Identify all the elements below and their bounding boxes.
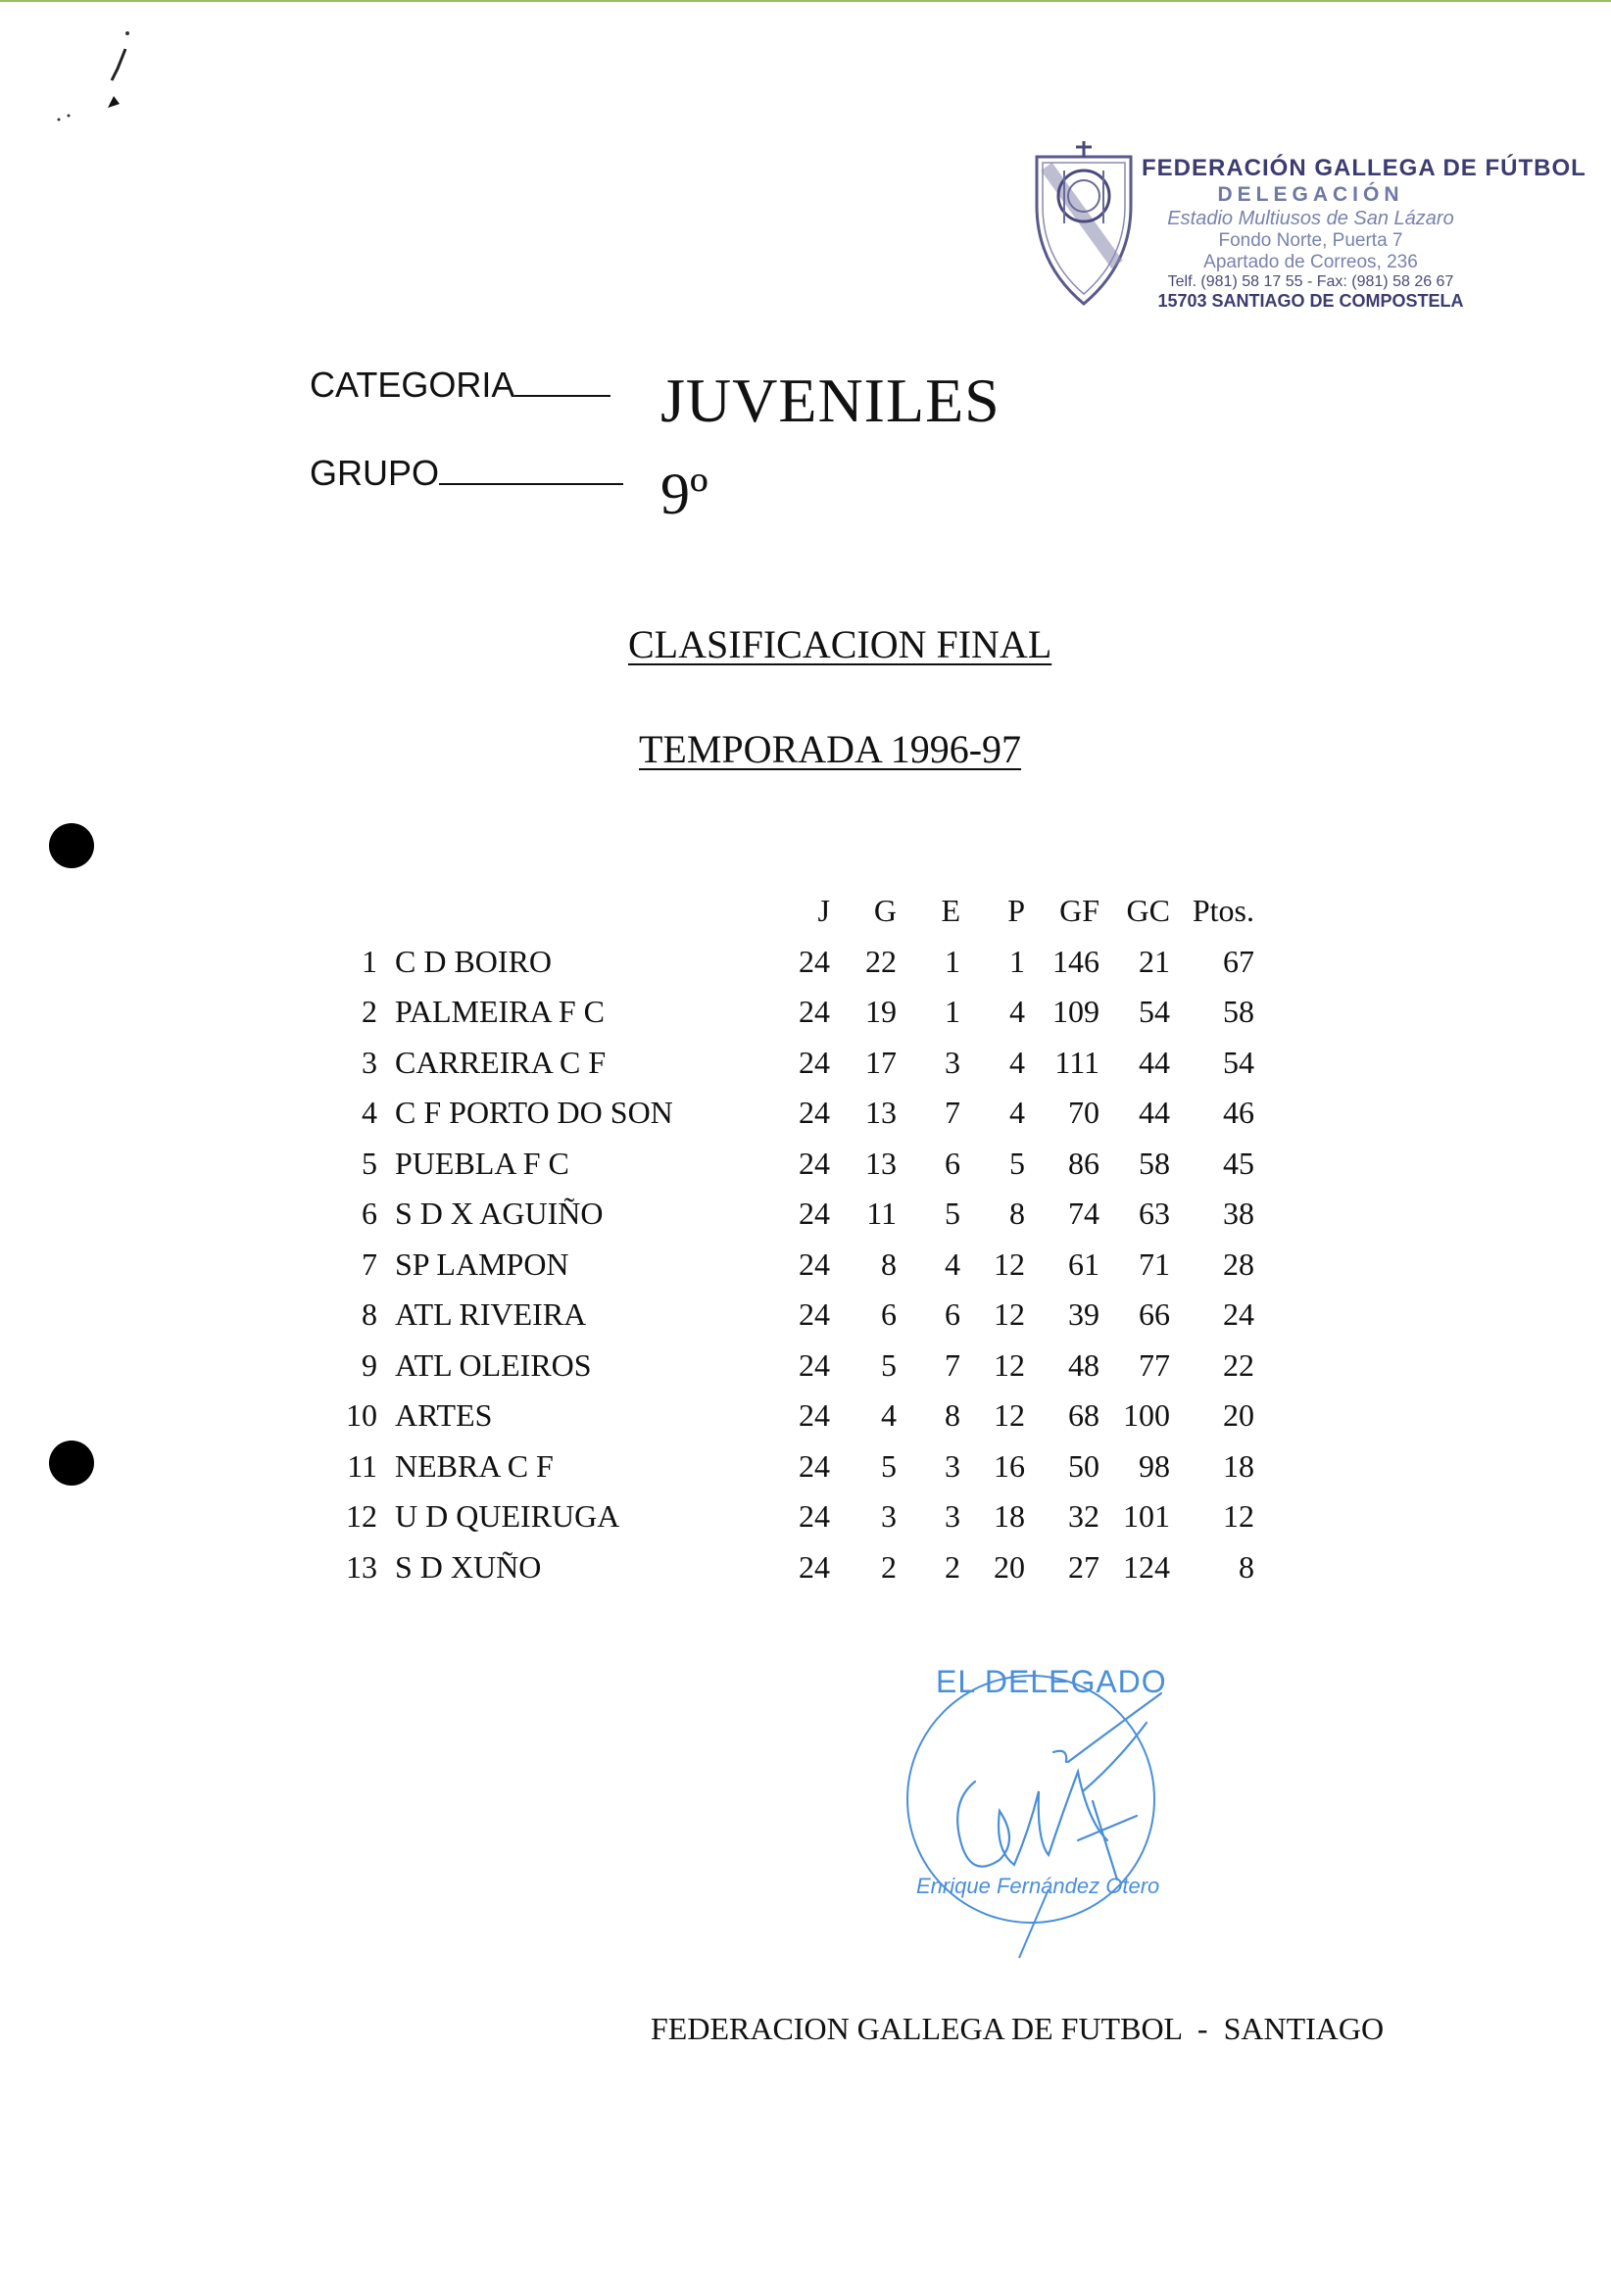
categoria-value: JUVENILES — [660, 366, 1001, 435]
punch-hole-bottom — [49, 1441, 94, 1486]
grupo-label — [310, 453, 623, 494]
cell-e: 1 — [945, 943, 960, 979]
cell-e: 3 — [945, 1044, 960, 1080]
cell-pos: 1 — [362, 943, 377, 979]
table-row — [333, 937, 1254, 988]
cell-g: 13 — [865, 1095, 897, 1131]
top-edge-line — [0, 0, 1611, 2]
cell-gf: 70 — [1068, 1095, 1099, 1131]
cell-team: CARREIRA C F — [395, 1044, 607, 1080]
cell-gf: 32 — [1068, 1498, 1099, 1535]
cell-j: 24 — [799, 1296, 830, 1333]
cell-g: 6 — [881, 1296, 897, 1333]
cell-team: PALMEIRA F C — [395, 994, 605, 1030]
cell-j: 24 — [799, 1196, 830, 1232]
cell-e: 2 — [945, 1548, 960, 1585]
cell-team: U D QUEIRUGA — [395, 1498, 620, 1535]
cell-gf: 109 — [1052, 994, 1099, 1030]
signature-name: Enrique Fernández Otero — [916, 1874, 1160, 1898]
cell-pts: 20 — [1223, 1397, 1254, 1434]
cell-gc: 44 — [1139, 1044, 1170, 1080]
cell-gf: 146 — [1052, 943, 1099, 979]
footer-text: FEDERACION GALLEGA DE FUTBOL - SANTIAGO — [651, 2011, 1385, 2046]
cell-e: 1 — [945, 994, 960, 1030]
cell-e: 3 — [945, 1447, 960, 1484]
cell-e: 7 — [945, 1095, 960, 1131]
header-e: E — [941, 893, 960, 929]
table-row — [333, 1189, 1254, 1240]
grupo-value: 9º — [660, 462, 708, 526]
cell-e: 4 — [945, 1246, 960, 1282]
header-gf: GF — [1059, 893, 1099, 929]
cell-p: 1 — [1009, 943, 1025, 979]
cell-p: 20 — [994, 1548, 1025, 1585]
table-row — [333, 1038, 1254, 1089]
cell-team: ARTES — [395, 1397, 493, 1434]
cell-p: 12 — [994, 1246, 1025, 1282]
cell-gf: 86 — [1068, 1145, 1099, 1181]
cell-gc: 66 — [1139, 1296, 1170, 1333]
cell-pos: 2 — [362, 994, 377, 1030]
cell-j: 24 — [799, 1548, 830, 1585]
cell-e: 3 — [945, 1498, 960, 1535]
table-row — [333, 1491, 1254, 1542]
cell-p: 4 — [1009, 994, 1025, 1030]
federation-stamp — [1029, 137, 1587, 343]
cell-gc: 21 — [1139, 943, 1170, 979]
cell-gc: 98 — [1139, 1447, 1170, 1484]
cell-e: 6 — [945, 1145, 960, 1181]
stamp-line-2: DELEGACIÓN — [1217, 183, 1404, 206]
cell-p: 8 — [1009, 1196, 1025, 1232]
cell-pts: 45 — [1223, 1145, 1254, 1181]
standings-body — [333, 937, 1254, 1593]
table-row — [333, 1088, 1254, 1139]
cell-team: ATL OLEIROS — [395, 1346, 592, 1383]
cell-g: 19 — [865, 994, 897, 1030]
cell-team: ATL RIVEIRA — [395, 1296, 587, 1333]
cell-pos: 7 — [362, 1246, 377, 1282]
cell-g: 4 — [881, 1397, 897, 1434]
header-g: G — [873, 893, 897, 929]
stamp-line-6: Telf. (981) 58 17 55 - Fax: (981) 58 26 67 — [1167, 273, 1454, 290]
cell-team: C F PORTO DO SON — [395, 1095, 673, 1131]
cell-pts: 8 — [1239, 1548, 1254, 1585]
cell-pos: 10 — [346, 1397, 377, 1434]
stamp-line-1: FEDERACIÓN GALLEGA DE FÚTBOL — [1142, 155, 1587, 181]
cell-gf: 68 — [1068, 1397, 1099, 1434]
cell-gf: 48 — [1068, 1346, 1099, 1383]
cell-p: 12 — [994, 1296, 1025, 1333]
cell-p: 18 — [994, 1498, 1025, 1535]
cell-pts: 28 — [1223, 1246, 1254, 1282]
categoria-label — [310, 365, 610, 406]
cell-pts: 58 — [1223, 994, 1254, 1030]
cell-pos: 3 — [362, 1044, 377, 1080]
categoria-rule — [514, 394, 610, 397]
cell-e: 6 — [945, 1296, 960, 1333]
cell-j: 24 — [799, 1498, 830, 1535]
scan-speck-mark — [49, 20, 137, 127]
cell-pts: 38 — [1223, 1196, 1254, 1232]
cell-team: PUEBLA F C — [395, 1145, 569, 1181]
stamp-line-4: Fondo Norte, Puerta 7 — [1218, 230, 1403, 251]
cell-j: 24 — [799, 1246, 830, 1282]
table-row — [333, 1240, 1254, 1291]
cell-p: 4 — [1009, 1044, 1025, 1080]
signature-tail-stroke — [1019, 1889, 1049, 1958]
signature-stamp — [882, 1654, 1215, 1987]
cell-gf: 27 — [1068, 1548, 1099, 1585]
cell-g: 8 — [881, 1246, 897, 1282]
cell-gf: 39 — [1068, 1296, 1099, 1333]
cell-j: 24 — [799, 1044, 830, 1080]
cell-gc: 71 — [1139, 1246, 1170, 1282]
grupo-label-text: GRUPO — [310, 453, 440, 493]
cell-gc: 77 — [1139, 1346, 1170, 1383]
cell-j: 24 — [799, 1397, 830, 1434]
header-pos — [333, 886, 377, 937]
cell-pts: 46 — [1223, 1095, 1254, 1131]
header-j: J — [817, 893, 830, 929]
table-row — [333, 1542, 1254, 1593]
grupo-rule — [439, 482, 623, 485]
cell-pos: 9 — [362, 1346, 377, 1383]
cell-gf: 74 — [1068, 1196, 1099, 1232]
cell-gc: 100 — [1123, 1397, 1170, 1434]
page-title: CLASIFICACION FINAL — [628, 622, 1052, 666]
cell-gc: 44 — [1139, 1095, 1170, 1131]
cell-gf: 50 — [1068, 1447, 1099, 1484]
categoria-label-text: CATEGORIA — [310, 365, 515, 405]
standings-table — [333, 886, 1254, 1592]
cell-pos: 6 — [362, 1196, 377, 1232]
cell-pos: 8 — [362, 1296, 377, 1333]
cell-team: C D BOIRO — [395, 943, 553, 979]
cell-j: 24 — [799, 943, 830, 979]
cell-pos: 13 — [346, 1548, 377, 1585]
cell-pos: 5 — [362, 1145, 377, 1181]
cell-g: 22 — [865, 943, 897, 979]
season-heading: TEMPORADA 1996-97 — [639, 727, 1022, 771]
cell-gc: 124 — [1123, 1548, 1170, 1585]
cell-g: 3 — [881, 1498, 897, 1535]
cell-pts: 54 — [1223, 1044, 1254, 1080]
cell-gc: 54 — [1139, 994, 1170, 1030]
cell-pts: 24 — [1223, 1296, 1254, 1333]
cell-team: SP LAMPON — [395, 1246, 569, 1282]
table-row — [333, 1341, 1254, 1392]
cell-team: NEBRA C F — [395, 1447, 554, 1484]
cell-team: S D XUÑO — [395, 1548, 542, 1585]
cell-j: 24 — [799, 994, 830, 1030]
table-row — [333, 1139, 1254, 1190]
cell-g: 5 — [881, 1346, 897, 1383]
cell-j: 24 — [799, 1346, 830, 1383]
cell-g: 13 — [865, 1145, 897, 1181]
cell-e: 7 — [945, 1346, 960, 1383]
cell-gc: 63 — [1139, 1196, 1170, 1232]
cell-pos: 11 — [347, 1447, 377, 1484]
cell-pts: 67 — [1223, 943, 1254, 979]
cell-pts: 22 — [1223, 1346, 1254, 1383]
cell-p: 12 — [994, 1346, 1025, 1383]
table-row — [333, 1391, 1254, 1441]
signature-scribble — [957, 1693, 1161, 1880]
cell-g: 5 — [881, 1447, 897, 1484]
table-row — [333, 1290, 1254, 1341]
table-row — [333, 1441, 1254, 1492]
cell-p: 5 — [1009, 1145, 1025, 1181]
cell-g: 17 — [865, 1044, 897, 1080]
header-team — [377, 886, 789, 937]
cell-p: 16 — [994, 1447, 1025, 1484]
header-p: P — [1007, 893, 1025, 929]
cell-p: 12 — [994, 1397, 1025, 1434]
signature-title: EL DELEGADO — [936, 1664, 1167, 1699]
cell-p: 4 — [1009, 1095, 1025, 1131]
cell-gf: 61 — [1068, 1246, 1099, 1282]
cell-gc: 58 — [1139, 1145, 1170, 1181]
cell-gc: 101 — [1123, 1498, 1170, 1535]
standings-header-row — [333, 886, 1254, 937]
cell-e: 5 — [945, 1196, 960, 1232]
cell-j: 24 — [799, 1145, 830, 1181]
header-gc: GC — [1126, 893, 1170, 929]
cell-pts: 12 — [1223, 1498, 1254, 1535]
cell-pts: 18 — [1223, 1447, 1254, 1484]
cell-pos: 4 — [362, 1095, 377, 1131]
header-pts: Ptos. — [1192, 893, 1254, 929]
cell-e: 8 — [945, 1397, 960, 1434]
cell-g: 11 — [866, 1196, 897, 1232]
stamp-line-5: Apartado de Correos, 236 — [1203, 252, 1418, 272]
stamp-line-7: 15703 SANTIAGO DE COMPOSTELA — [1157, 291, 1464, 311]
cell-team: S D X AGUIÑO — [395, 1196, 604, 1232]
stamp-line-3: Estadio Multiusos de San Lázaro — [1167, 208, 1454, 229]
table-row — [333, 987, 1254, 1038]
cell-j: 24 — [799, 1447, 830, 1484]
cell-j: 24 — [799, 1095, 830, 1131]
cell-g: 2 — [881, 1548, 897, 1585]
cell-pos: 12 — [346, 1498, 377, 1535]
cell-gf: 111 — [1054, 1044, 1099, 1080]
federation-crest-icon — [1029, 137, 1142, 314]
punch-hole-top — [49, 823, 94, 868]
